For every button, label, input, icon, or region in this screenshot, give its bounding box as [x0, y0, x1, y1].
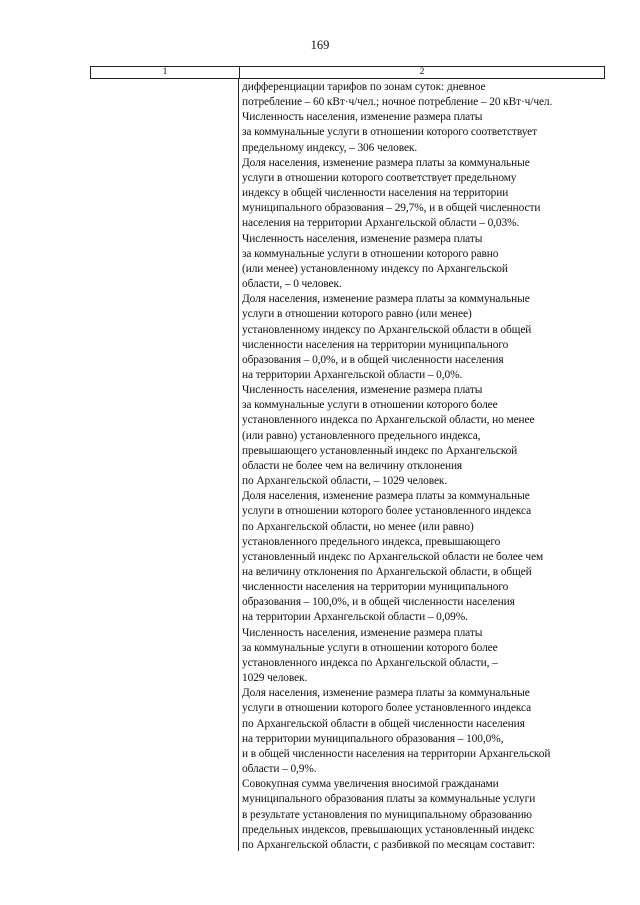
text-line: по Архангельской области, но менее (или равно)	[242, 520, 474, 533]
text-line: численности населения на территории муниципального	[242, 581, 509, 594]
text-line: в результате установления по муниципальному образованию	[242, 808, 532, 821]
table-header	[90, 66, 605, 79]
page-number: 169	[310, 38, 330, 52]
text-line: Численность населения, изменение размера платы	[242, 626, 483, 639]
text-line: по Архангельской области, с разбивкой по месяцам составит:	[242, 838, 535, 851]
text-line: услуги в отношении которого более установленного индекса	[242, 505, 532, 518]
column-header-2: 2	[240, 67, 605, 79]
text-line: услуги в отношении которого соответствует предельному	[242, 171, 517, 184]
text-line: за коммунальные услуги в отношении которого соответствует	[242, 126, 537, 139]
text-line: на величину отклонения по Архангельской области, в общей	[242, 566, 532, 578]
text-line: установленного индекса по Архангельской области, но менее	[242, 414, 535, 427]
text-line: услуги в отношении которого равно (или менее)	[242, 308, 472, 321]
text-line: Численность населения, изменение размера платы	[242, 111, 483, 124]
text-line: (или равно) установленного предельного индекса,	[242, 429, 481, 442]
text-line: Численность населения, изменение размера платы	[242, 384, 483, 397]
text-line: муниципального образования платы за коммунальные услуги	[242, 793, 536, 806]
text-line: 1029 человек.	[242, 672, 308, 685]
column-divider	[238, 79, 239, 851]
text-line: и в общей численности населения на территории Архангельской	[242, 747, 551, 760]
text-line: за коммунальные услуги в отношении которого более	[242, 399, 498, 412]
text-line: на территории Архангельской области – 0,0%.	[242, 368, 463, 381]
text-line: образования – 0,0%, и в общей численности населения	[242, 353, 504, 366]
text-line: за коммунальные услуги в отношении которого равно	[242, 247, 499, 260]
text-line: Совокупная сумма увеличения вносимой гражданами	[242, 778, 499, 791]
text-line: Доля населения, изменение размера платы за коммунальные	[242, 156, 530, 169]
text-line: установленного индекса по Архангельской области, –	[242, 656, 498, 669]
text-line: муниципального образования – 29,7%, и в общей численности	[242, 202, 541, 215]
text-line: области, – 0 человек.	[242, 278, 342, 291]
text-line: области не более чем на величину отклонения	[242, 459, 463, 472]
text-line: дифференциации тарифов по зонам суток: дневное	[242, 81, 486, 93]
text-line: потребление – 60 кВт·ч/чел.; ночное потребление – 20 кВт·ч/чел.	[242, 96, 553, 109]
text-line: предельному индексу, – 306 человек.	[242, 141, 418, 154]
text-line: Доля населения, изменение размера платы за коммунальные	[242, 293, 530, 306]
text-line: за коммунальные услуги в отношении которого более	[242, 641, 498, 654]
text-line: по Архангельской области, – 1029 человек.	[242, 475, 448, 488]
text-line: образования – 100,0%, и в общей численности населения	[242, 596, 515, 609]
text-line: установленный индекс по Архангельской области не более чем	[242, 550, 544, 563]
text-line: предельных индексов, превышающих установленный индекс	[242, 823, 534, 836]
text-line: населения на территории Архангельской области – 0,03%.	[242, 217, 520, 230]
text-line: превышающего установленный индекс по Архангельской	[242, 444, 518, 457]
text-line: численности населения на территории муниципального	[242, 338, 509, 351]
text-line: установленного предельного индекса, превышающего	[242, 535, 501, 548]
text-line: по Архангельской области в общей численности населения	[242, 717, 525, 730]
text-line: установленному индексу по Архангельской области в общей	[242, 323, 532, 336]
text-line: (или менее) установленному индексу по Архангельской	[242, 262, 508, 275]
text-line: индексу в общей численности населения на территории	[242, 187, 509, 200]
text-line: Численность населения, изменение размера платы	[242, 232, 483, 245]
text-line: на территории муниципального образования – 100,0%,	[242, 732, 504, 745]
text-line: Доля населения, изменение размера платы за коммунальные	[242, 490, 530, 503]
text-line: услуги в отношении которого более установленного индекса	[242, 702, 532, 715]
column-header-1: 1	[91, 67, 240, 79]
text-line: на территории Архангельской области – 0,09%.	[242, 611, 468, 624]
text-line: Доля населения, изменение размера платы за коммунальные	[242, 687, 530, 700]
cell-text-column-2	[242, 80, 606, 853]
text-line: области – 0,9%.	[242, 763, 317, 776]
